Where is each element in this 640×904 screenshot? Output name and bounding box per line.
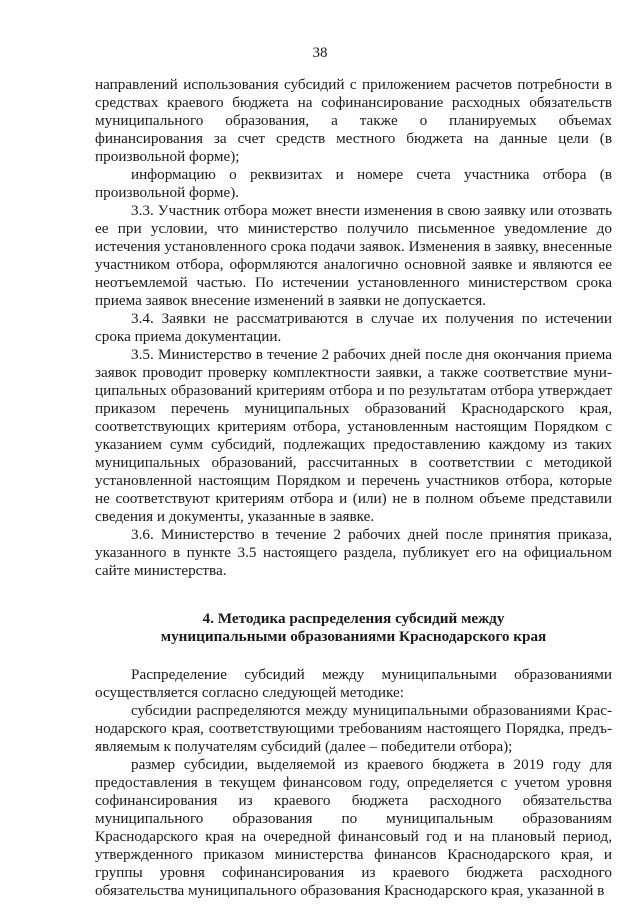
paragraph-distribution: Распределение субсидий между муниципальными образованиями осуществляется согласно следующей методике: — [95, 666, 612, 701]
section-heading — [95, 610, 612, 646]
paragraph-subsidies: субсидии распределяются между муниципальными образованиями Краснодарского края, соответствующими требованиям настоящего Порядка, предъявляемым к получателям субсидий (далее – победители отбора); — [95, 702, 612, 755]
document-body — [95, 76, 612, 900]
paragraph-continuation: направлений использования субсидий с приложением расчетов потребности в средствах краевого бюджета на софинансирование расходных обязательств муниципального образования, а также о планируемых объемах финансирования за счет средств местного бюджета на данные цели (в произвольной форме); — [95, 76, 612, 165]
section-heading-line-2: муниципальными образованиями Краснодарского края — [160, 628, 547, 645]
paragraph-subsidy-size: размер субсидии, выделяемой из краевого бюджета в 2019 году для предоставления в текущем финансовом году, определяется с учетом уровня софинансирования из краевого бюджета расходного обязательства муниципального образования по муниципальным образованиям Краснодарского края на очередной финансовый год и на плановый период, утвержденного приказом министерства финансов Краснодарского края, и группы уровня софинансирования из краевого бюджета расходного обязательства муниципального образования Краснодарского края, указанной в — [95, 756, 612, 899]
paragraph-account-info: информацию о реквизитах и номере счета участника отбора (в произвольной форме). — [95, 166, 612, 201]
paragraph-3-3: 3.3. Участник отбора может внести изменения в свою заявку или отозвать ее при условии, что министерство получило письменное уведомление до истечения установленного срока подачи заявок. Изменения в заявку, внесенные участником отбора, оформляются аналогично основной заявке и являются ее неотъемлемой частью. По истечении установленного министерством срока приема заявок внесение изменений в заявки не допускается. — [95, 202, 612, 309]
page-number: 38 — [312, 45, 328, 61]
paragraph-3-5: 3.5. Министерство в течение 2 рабочих дней после дня окончания приема заявок проводит проверку комплектности заявки, а также соответствие муниципальных образований критериям отбора и по результатам отбора утверждает приказом перечень муниципальных образований Краснодарского края, соответствующих критериям отбора, установленным настоящим Порядком с указанием сумм субсидий, подлежащих предоставлению каждому из таких муниципальных образований, рассчитанных в соответствии с методикой установленной настоящим Порядком и перечень участников отбора, которые не соответствуют критериям отбора и (или) не в полном объеме представили сведения и документы, указанные в заявке. — [95, 346, 612, 525]
paragraph-3-4: 3.4. Заявки не рассматриваются в случае их получения по истечении срока приема документации. — [95, 310, 612, 345]
section-heading-line-1: 4. Методика распределения субсидий между — [202, 610, 505, 627]
paragraph-3-6: 3.6. Министерство в течение 2 рабочих дней после принятия приказа, указанного в пункте 3.5 настоящего раздела, публикует его на официальном сайте министерства. — [95, 526, 612, 579]
